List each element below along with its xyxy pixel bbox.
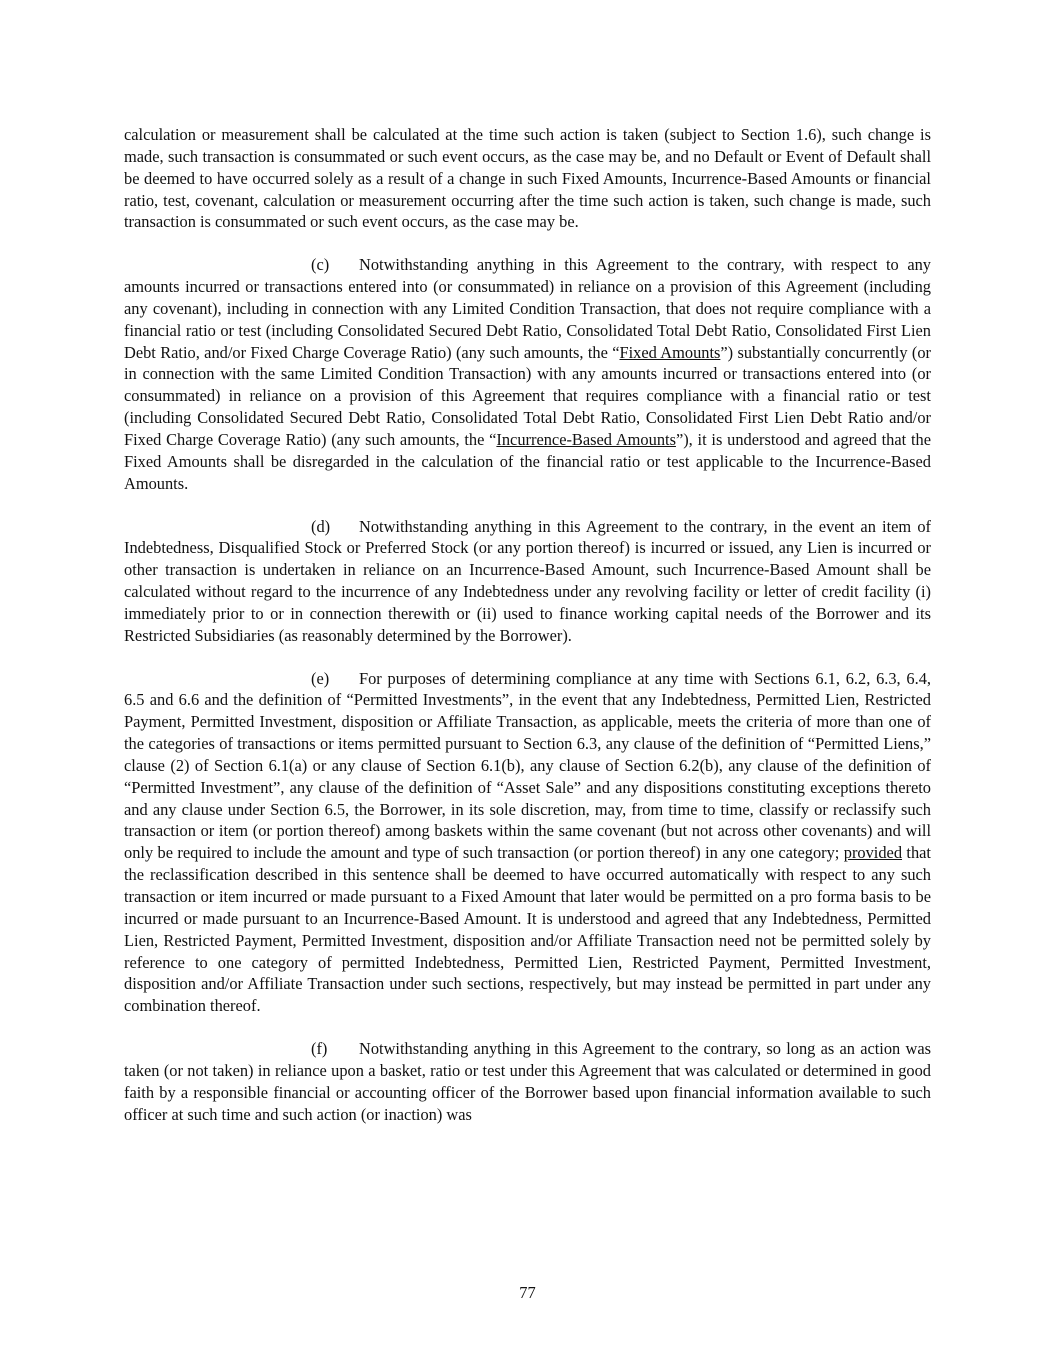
clause-f-text: Notwithstanding anything in this Agreement to the contrary, so long as an action was taken (or not taken) in reliance upon a basket, ratio or test under this Agreement that was calculated or determined in good faith by a responsible financial or accounting officer of the Borrower based upon financial information available to such officer at such time and such action (or inaction) was	[124, 1039, 931, 1124]
continuation-text: calculation or measurement shall be calculated at the time such action is taken (subject to Section 1.6), such change is made, such transaction is consummated or such event occurs, as the case may be, and no Default or Event of Default shall be deemed to have occurred solely as a result of a change in such Fixed Amounts, Incurrence-Based Amounts or financial ratio, test, covenant, calculation or measurement occurring after the time such action is taken, such change is made, such transaction is consummated or such event occurs, as the case may be.	[124, 125, 931, 232]
clause-c-text-2: ”) substantially concurrently (or in connection with the same Limited Condition Transaction) with any amounts incurred or transactions entered into (or consummated) in reliance on a provision of this Agreement that requires compliance with a financial ratio or test (including Consolidated Secured Debt Ratio, Consolidated Total Debt Ratio, Consolidated First Lien Debt Ratio and/or Fixed Charge Coverage Ratio) (any such amounts, the “	[124, 342, 931, 449]
defined-term-incurrence-based-amounts: Incurrence-Based Amounts	[496, 429, 676, 449]
clause-d-label: (d)	[311, 516, 331, 536]
clause-e-label: (e)	[311, 668, 330, 688]
clause-d-text: Notwithstanding anything in this Agreement to the contrary, in the event an item of Indebtedness, Disqualified Stock or Preferred Stock (or any portion thereof) is incurred or issued, any Lien is incurred or other transaction is undertaken in reliance on an Incurrence-Based Amount, such Incurrence-Based Amount shall be calculated without regard to the incurrence of any Indebtedness under any revolving facility or letter of credit facility (i) immediately prior to or in connection therewith or (ii) used to finance working capital needs of the Borrower and its Restricted Subsidiaries (as reasonably determined by the Borrower).	[124, 516, 931, 645]
clause-c-label: (c)	[311, 255, 330, 275]
clause-f-paragraph	[124, 1038, 931, 1125]
defined-term-provided: provided	[843, 843, 903, 863]
clause-d-paragraph	[124, 516, 931, 647]
page-number: 77	[519, 1283, 536, 1302]
clause-c-paragraph	[124, 254, 931, 494]
defined-term-fixed-amounts: Fixed Amounts	[619, 342, 721, 362]
clause-c-text-1: Notwithstanding anything in this Agreement to the contrary, with respect to any amounts incurred or transactions entered into (or consummated) in reliance on a provision of this Agreement (including any covenant), including in connection with any Limited Condition Transaction, that does not require compliance with a financial ratio or test (including Consolidated Secured Debt Ratio, Consolidated Total Debt Ratio, Consolidated First Lien Debt Ratio, and/or Fixed Charge Coverage Ratio) (any such amounts, the “	[124, 255, 931, 362]
clause-c-text-3: ”), it is understood and agreed that the Fixed Amounts shall be disregarded in the calculation of the financial ratio or test applicable to the Incurrence-Based Amounts.	[124, 429, 931, 493]
document-page	[124, 124, 931, 1146]
clause-e-text-2: that the reclassification described in this sentence shall be deemed to have occurred automatically with respect to any such transaction or item incurred or made pursuant to a Fixed Amount that later would be permitted on a pro forma basis to be incurred or made pursuant to an Incurrence-Based Amount. It is understood and agreed that any Indebtedness, Permitted Lien, Restricted Payment, Permitted Investment, disposition and/or Affiliate Transaction need not be permitted solely by reference to one category of permitted Indebtedness, Permitted Lien, Restricted Payment, Permitted Investment, disposition and/or Affiliate Transaction under such sections, respectively, but may instead be permitted in part under any combination thereof.	[124, 843, 931, 1016]
clause-f-label: (f)	[311, 1039, 328, 1059]
clause-e-text-1: For purposes of determining compliance at any time with Sections 6.1, 6.2, 6.3, 6.4, 6.5 and 6.6 and the definition of “Permitted Investments”, in the event that any Indebtedness, Permitted Lien, Restricted Payment, Permitted Investment, disposition or Affiliate Transaction, as applicable, meets the criteria of more than one of the categories of transactions or items permitted pursuant to Section 6.3, any clause of the definition of “Permitted Liens,” clause (2) of Section 6.1(a) or any clause of Section 6.1(b), any clause of Section 6.2(b), any clause of the definition of “Permitted Investment”, any clause of the definition of “Asset Sale” and any dispositions constituting exceptions thereto and any clause under Section 6.5, the Borrower, in its sole discretion, may, from time to time, classify or reclassify such transaction or item (or portion thereof) among baskets within the same covenant (but not across other covenants) and will only be required to include the amount and type of such transaction (or portion thereof) in any one category;	[124, 668, 931, 863]
continuation-paragraph	[124, 124, 931, 233]
clause-e-paragraph	[124, 668, 931, 1018]
